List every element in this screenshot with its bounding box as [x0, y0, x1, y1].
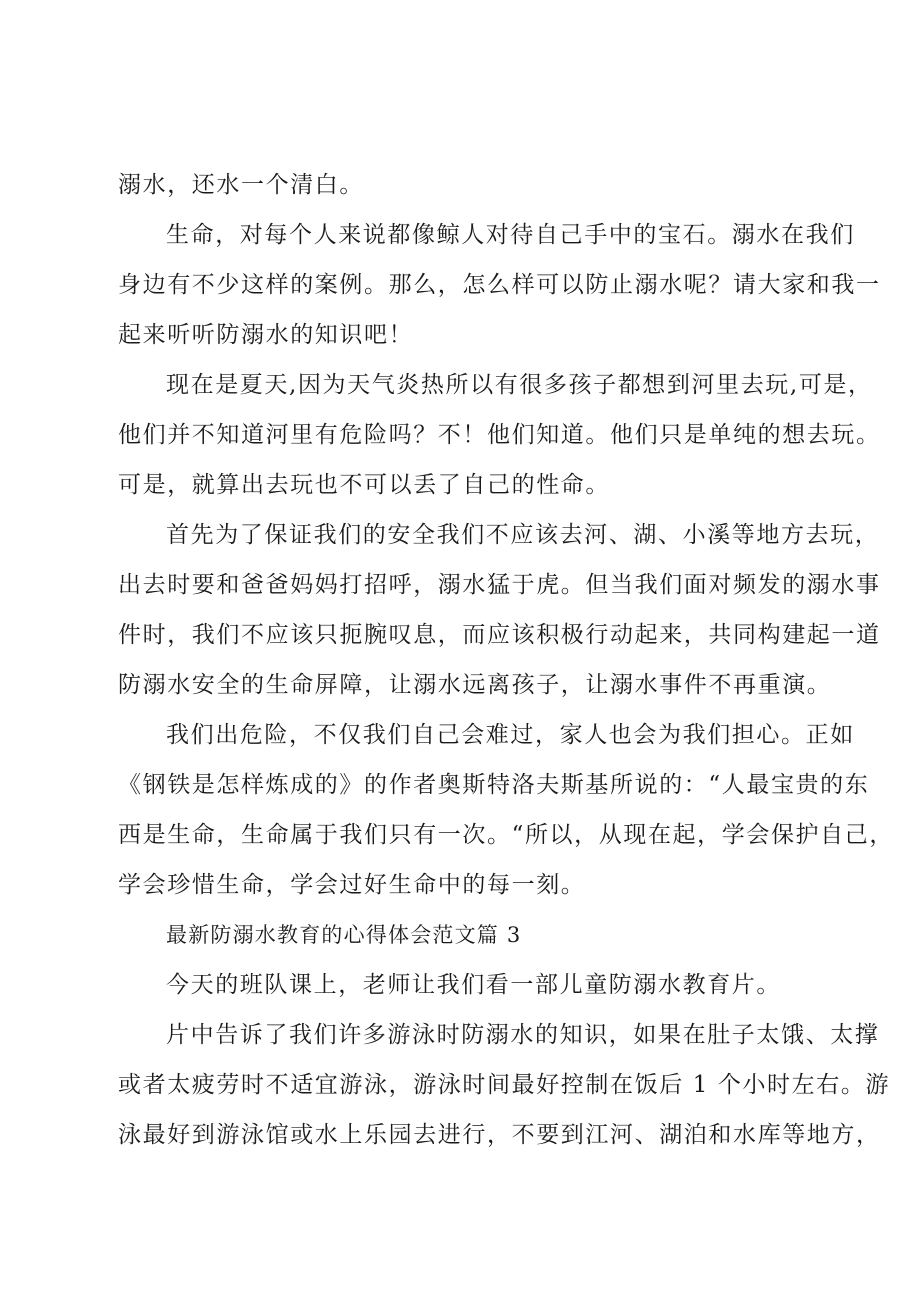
- text-line: 我们出危险，不仅我们自己会难过，家人也会为我们担心。正如: [166, 722, 855, 748]
- text-line: 身边有不少这样的案例。那么，怎么样可以防止溺水呢？请大家和我一: [118, 272, 881, 298]
- text-line: 起来听听防溺水的知识吧！: [118, 322, 414, 348]
- text-line: 出去时要和爸爸妈妈打招呼，溺水猛于虎。但当我们面对频发的溺水事: [118, 572, 881, 598]
- text-line: 片中告诉了我们许多游泳时防溺水的知识，如果在肚子太饿、太撑: [166, 1022, 880, 1048]
- text-line: 生命，对每个人来说都像鲸人对待自己手中的宝石。溺水在我们: [166, 222, 855, 248]
- text-line: 今天的班队课上，老师让我们看一部儿童防溺水教育片。: [166, 972, 781, 998]
- text-line: 件时，我们不应该只扼腕叹息，而应该积极行动起来，共同构建起一道: [118, 622, 881, 648]
- text-line: 首先为了保证我们的安全我们不应该去河、湖、小溪等地方去玩，: [166, 522, 880, 548]
- text-line: 或者太疲劳时不适宜游泳，游泳时间最好控制在饭后 1 个小时左右。游: [118, 1072, 891, 1098]
- text-line: 防溺水安全的生命屏障，让溺水远离孩子，让溺水事件不再重演。: [118, 672, 832, 698]
- text-line: 西是生命，生命属于我们只有一次。“所以，从现在起，学会保护自己，: [118, 822, 894, 848]
- text-line: 现在是夏天,因为天气炎热所以有很多孩子都想到河里去玩,可是，: [166, 372, 873, 398]
- text-line: 泳最好到游泳馆或水上乐园去进行，不要到江河、湖泊和水库等地方，: [118, 1122, 881, 1148]
- section-heading: 最新防溺水教育的心得体会范文篇 3: [166, 923, 522, 947]
- text-line: 可是，就算出去玩也不可以丢了自己的性命。: [118, 472, 610, 498]
- text-line: 学会珍惜生命，学会过好生命中的每一刻。: [118, 872, 586, 898]
- text-line: 他们并不知道河里有危险吗？不！他们知道。他们只是单纯的想去玩。: [118, 422, 881, 448]
- text-line: 《钢铁是怎样炼成的》的作者奥斯特洛夫斯基所说的：“人最宝贵的东: [118, 772, 870, 798]
- text-line: 溺水，还水一个清白。: [118, 172, 364, 198]
